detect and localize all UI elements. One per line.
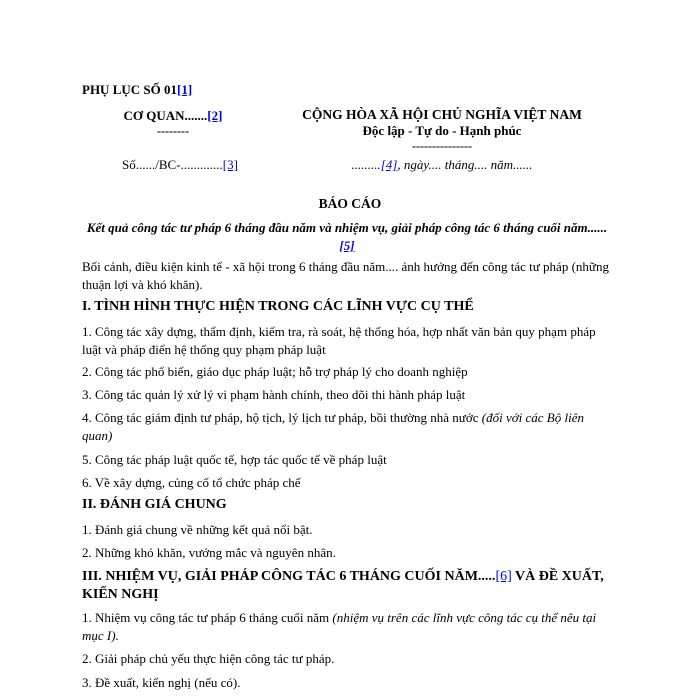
footnote-link-2[interactable]: [2] xyxy=(207,108,223,123)
section-1-item-5: 5. Công tác pháp luật quốc tế, hợp tác quốc tế về pháp luật xyxy=(82,452,387,467)
section-3-item-1 xyxy=(82,609,612,645)
section-1-item-4-text: 4. Công tác giám định tư pháp, hộ tịch, lý lịch tư pháp, bồi thường nhà nước xyxy=(82,410,482,425)
section-2-item-1: 1. Đánh giá chung về những kết quả nổi bật. xyxy=(82,522,313,537)
section-1-item-2: 2. Công tác phổ biến, giáo dục pháp luật; hỗ trợ pháp lý cho doanh nghiệp xyxy=(82,364,468,379)
document-number xyxy=(100,157,260,173)
section-1-item-4-note: (đối với các Bộ liên quan) xyxy=(82,410,584,443)
agency-rule: -------- xyxy=(157,124,189,138)
motto-rule: --------------- xyxy=(412,139,472,153)
section-2-heading: II. ĐÁNH GIÁ CHUNG xyxy=(82,497,227,512)
section-2-item-2: 2. Những khó khăn, vướng mắc và nguyên nhân. xyxy=(82,545,336,560)
date-suffix: , ngày.... tháng.... năm...... xyxy=(397,157,533,172)
report-subtitle xyxy=(82,219,612,255)
section-3-heading-part2: VÀ ĐỀ XUẤT, KIẾN NGHỊ xyxy=(82,569,604,602)
report-subtitle-text: Kết quả công tác tư pháp 6 tháng đầu năm và nhiệm vụ, giải pháp công tác 6 tháng cuối năm...... xyxy=(86,220,608,235)
appendix-title-text: PHỤ LỤC SỐ 01 xyxy=(82,82,177,97)
document-number-text: Số....../BC-............. xyxy=(122,157,223,172)
intro-paragraph: Bối cảnh, điều kiện kinh tế - xã hội trong 6 tháng đầu năm.... ảnh hưởng đến công tác tư pháp (những thuận lợi và khó khăn). xyxy=(82,259,609,292)
footnote-link-4[interactable]: [4] xyxy=(380,157,398,172)
appendix-title xyxy=(82,82,192,98)
section-3-item-2: 2. Giải pháp chủ yếu thực hiện công tác tư pháp. xyxy=(82,651,335,666)
agency-text: CƠ QUAN....... xyxy=(123,108,208,123)
section-3-item-1-note: (nhiệm vụ trên các lĩnh vực công tác cụ thể nêu tại mục I). xyxy=(82,610,597,643)
report-title: BÁO CÁO xyxy=(318,196,382,211)
section-3-heading xyxy=(82,568,612,604)
section-1-item-3: 3. Công tác quản lý xử lý vi phạm hành chính, theo dõi thi hành pháp luật xyxy=(82,387,466,402)
section-1-item-4 xyxy=(82,409,612,445)
section-3-heading-part1: III. NHIỆM VỤ, GIẢI PHÁP CÔNG TÁC 6 THÁNG CUỐI NĂM..... xyxy=(82,569,496,584)
section-1-item-6: 6. Về xây dựng, củng cố tổ chức pháp chế xyxy=(82,475,301,490)
agency-name xyxy=(108,108,238,124)
section-3-item-1-text: 1. Nhiệm vụ công tác tư pháp 6 tháng cuối năm xyxy=(82,610,333,625)
section-1-heading: I. TÌNH HÌNH THỰC HIỆN TRONG CÁC LĨNH VỰC CỤ THỂ xyxy=(82,299,474,314)
section-3-item-3: 3. Đề xuất, kiến nghị (nếu có). xyxy=(82,675,241,690)
date-prefix: ......... xyxy=(351,157,381,172)
country-name: CỘNG HÒA XÃ HỘI CHỦ NGHĨA VIỆT NAM xyxy=(302,107,582,122)
section-1-item-1: 1. Công tác xây dựng, thẩm định, kiểm tra, rà soát, hệ thống hóa, hợp nhất văn bản quy phạm pháp luật và pháp điển hệ thống quy phạm pháp luật xyxy=(82,324,596,357)
footnote-link-1[interactable]: [1] xyxy=(176,82,193,97)
national-motto: Độc lập - Tự do - Hạnh phúc xyxy=(362,123,522,138)
footnote-link-6[interactable]: [6] xyxy=(495,569,512,584)
footnote-link-3[interactable]: [3] xyxy=(222,157,238,172)
place-date xyxy=(292,157,592,173)
footnote-link-5[interactable]: [5] xyxy=(339,238,355,253)
